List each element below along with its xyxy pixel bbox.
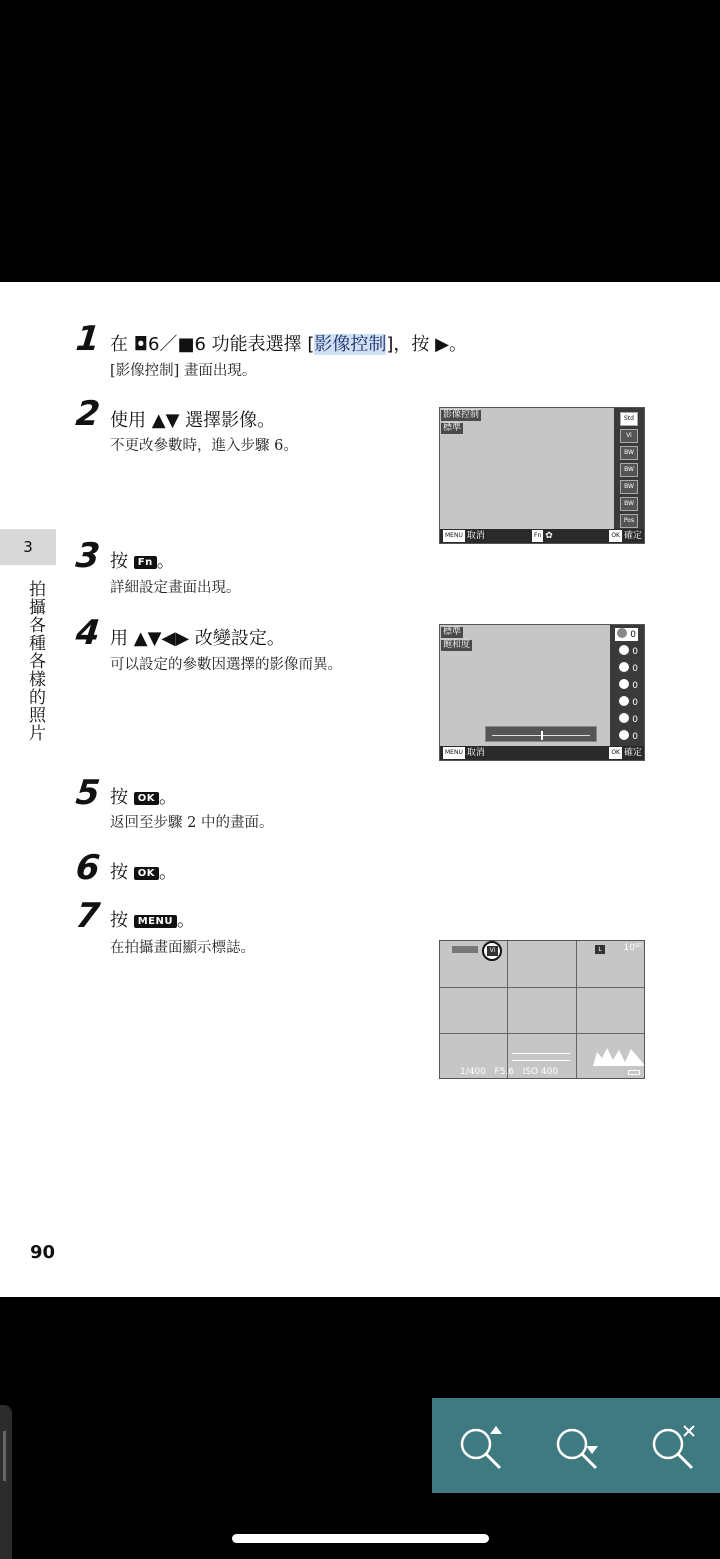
zoom-reset-button[interactable] [646, 1420, 702, 1476]
step-subtext: 詳細設定畫面出現。 [110, 580, 241, 596]
cancel-button: MENU 取消 [445, 531, 485, 541]
grid-line [576, 941, 577, 1078]
slider-handle [541, 731, 543, 740]
saturation-icon [617, 628, 627, 638]
step-number: 4 [73, 613, 102, 653]
zoom-out-icon [550, 1420, 606, 1476]
chapter-tab[interactable]: 3 [0, 529, 56, 565]
vi-icon-circled: Vi [482, 941, 502, 961]
image-size-icon: L [595, 945, 605, 954]
step-subtext: [影像控制] 畫面出現。 [110, 363, 257, 379]
camera-icon: ◘ [133, 334, 148, 355]
confirm-button: OK 確定 [611, 748, 642, 758]
step-text: 按 OK 。 [110, 862, 177, 883]
param-list [610, 625, 644, 760]
grid-line [507, 941, 508, 1078]
zoom-toolbar [432, 1398, 720, 1493]
step-number: 5 [73, 773, 102, 813]
param-value: 0 [619, 730, 638, 743]
side-drawer-handle[interactable] [0, 1405, 12, 1559]
step-subtext: 可以設定的參數因選擇的影像而異。 [110, 657, 342, 673]
gear-icon: ✿ [545, 531, 553, 541]
style-icon: BW [620, 497, 638, 511]
param-value: 0 [619, 662, 638, 675]
fn-settings-button: Fn ✿ [534, 531, 553, 541]
screen-title: 影像控制 [443, 410, 480, 420]
zoom-out-button[interactable] [550, 1420, 606, 1476]
step-text: 使用 ▲▼ 選擇影像。 [110, 410, 276, 431]
manual-page [0, 282, 720, 1297]
screen-mode: 標準 [443, 627, 462, 637]
screen-mode: 標準 [443, 423, 462, 433]
adjust-slider [485, 726, 597, 742]
step-subtext: 在拍攝畫面顯示標誌。 [110, 940, 255, 956]
step-number: 1 [73, 319, 102, 359]
screen-button-bar [440, 746, 644, 760]
param-value: 0 [619, 713, 638, 726]
screen-button-bar [440, 529, 644, 543]
param-value: 0 [615, 628, 638, 641]
ok-key-icon: OK [134, 792, 159, 805]
fn-key-icon: Fn [134, 556, 157, 569]
highlight-icon [619, 696, 629, 706]
step-subtext: 不更改參數時，進入步驟 6。 [110, 438, 298, 454]
param-value: 0 [619, 679, 638, 692]
status-icons [452, 946, 478, 953]
exposure-indicator [512, 1053, 570, 1061]
param-value: 0 [619, 696, 638, 709]
step-text: 按 MENU 。 [110, 910, 196, 931]
style-icon: BW [620, 463, 638, 477]
shadow-icon [619, 713, 629, 723]
confirm-button: OK 確定 [611, 531, 642, 541]
chapter-title: 拍攝各種各樣的照片 [25, 580, 45, 742]
style-icon: Std [620, 412, 638, 426]
style-icon: BW [620, 446, 638, 460]
zoom-in-button[interactable] [454, 1420, 510, 1476]
contrast-icon [619, 679, 629, 689]
zoom-in-icon [454, 1420, 510, 1476]
grid-line [440, 987, 644, 988]
step-text: 按 OK 。 [110, 787, 177, 808]
style-icon: Vi [620, 429, 638, 443]
style-icon: Pos [620, 514, 638, 528]
screen-param: 飽和度 [443, 640, 471, 650]
step-number: 6 [73, 848, 102, 888]
grid-line [440, 1033, 644, 1034]
highlighted-keyword[interactable]: 影像控制 [314, 334, 387, 355]
style-icon: BW [620, 480, 638, 494]
camera-screen-image-control [439, 407, 645, 544]
key-icon [619, 662, 629, 672]
video-icon: ■ [177, 334, 195, 355]
step-number: 7 [73, 896, 102, 936]
shot-count: $10^{SD}$ [623, 943, 642, 953]
step-number: 3 [73, 536, 102, 576]
step-text: 按 Fn 。 [110, 551, 175, 572]
step-number: 2 [73, 394, 102, 434]
camera-screen-parameters [439, 624, 645, 761]
ok-key-icon: OK [134, 867, 159, 880]
sharpness-icon [619, 730, 629, 740]
zoom-reset-icon [646, 1420, 702, 1476]
hue-icon [619, 645, 629, 655]
style-list [614, 408, 644, 543]
battery-icon [628, 1070, 640, 1075]
param-value: 0 [619, 645, 638, 658]
page-number: 90 [30, 1242, 56, 1263]
home-indicator[interactable] [232, 1534, 489, 1543]
step-text: 在 ◘6／■6 功能表選擇 [影像控制]，按 ▶。 [110, 334, 467, 355]
exposure-readout: 1/400 F5.6 ISO 400 [460, 1067, 559, 1077]
camera-screen-liveview [439, 940, 645, 1079]
step-text: 用 ▲▼◀▶ 改變設定。 [110, 628, 285, 649]
histogram [593, 1044, 645, 1066]
step-subtext: 返回至步驟 2 中的畫面。 [110, 815, 274, 831]
menu-key-icon: MENU [134, 915, 177, 928]
cancel-button: MENU 取消 [445, 748, 485, 758]
